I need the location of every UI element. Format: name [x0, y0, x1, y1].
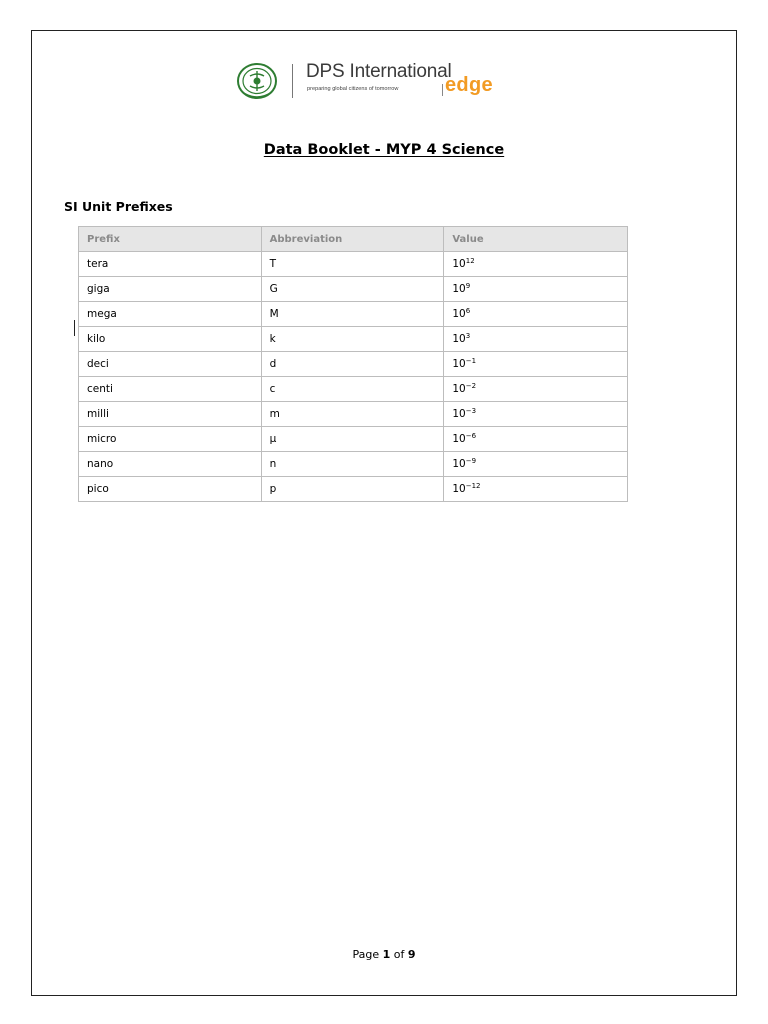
logo-tagline: preparing global citizens of tomorrow — [307, 86, 399, 92]
logo-name: DPS International — [306, 61, 452, 82]
cell-value — [444, 352, 628, 377]
footer-page-current: 1 — [382, 948, 391, 961]
value-exponent: 12 — [465, 257, 475, 265]
document-title: Data Booklet - MYP 4 Science — [263, 142, 505, 158]
cell-abbreviation: n — [261, 452, 444, 477]
cell-abbreviation: M — [261, 302, 444, 327]
table-row — [79, 352, 628, 377]
table-row — [79, 277, 628, 302]
value-base: 10 — [452, 483, 466, 495]
cell-value — [444, 277, 628, 302]
value-base: 10 — [452, 333, 466, 345]
cell-abbreviation: μ — [261, 427, 444, 452]
cell-prefix: mega — [79, 302, 262, 327]
cell-abbreviation: m — [261, 402, 444, 427]
cell-abbreviation: T — [261, 252, 444, 277]
footer-page-word: Page — [352, 948, 380, 961]
cell-value — [444, 327, 628, 352]
logo-tag-bar — [442, 84, 443, 96]
value-exponent: 6 — [465, 307, 471, 315]
value-base: 10 — [452, 258, 466, 270]
header-abbreviation: Abbreviation — [261, 227, 444, 252]
value-exponent: 3 — [465, 332, 471, 340]
value-base: 10 — [452, 358, 466, 370]
value-base: 10 — [452, 308, 466, 320]
cell-abbreviation: c — [261, 377, 444, 402]
value-exponent: −9 — [465, 457, 477, 465]
logo-edge: edge — [445, 74, 493, 96]
school-logo — [236, 60, 496, 102]
cell-prefix: giga — [79, 277, 262, 302]
value-base: 10 — [452, 383, 466, 395]
table-row — [79, 477, 628, 502]
logo-divider — [292, 64, 293, 98]
cell-value — [444, 452, 628, 477]
si-prefix-table — [78, 226, 628, 502]
cell-value — [444, 402, 628, 427]
cell-prefix: micro — [79, 427, 262, 452]
cell-value — [444, 427, 628, 452]
cell-abbreviation: p — [261, 477, 444, 502]
cell-abbreviation: G — [261, 277, 444, 302]
table-row — [79, 402, 628, 427]
page-border — [31, 30, 737, 996]
value-exponent: −1 — [465, 357, 477, 365]
value-exponent: 9 — [465, 282, 471, 290]
text-cursor — [74, 320, 75, 336]
header-value: Value — [444, 227, 628, 252]
cell-prefix: milli — [79, 402, 262, 427]
table-header-row — [79, 227, 628, 252]
table-row — [79, 427, 628, 452]
table-row — [79, 252, 628, 277]
cell-prefix: kilo — [79, 327, 262, 352]
value-exponent: −12 — [465, 482, 481, 490]
cell-prefix: tera — [79, 252, 262, 277]
value-base: 10 — [452, 458, 466, 470]
value-exponent: −3 — [465, 407, 477, 415]
page-number-footer — [0, 948, 768, 961]
value-exponent: −6 — [465, 432, 477, 440]
table-row — [79, 377, 628, 402]
footer-of-word: of — [393, 948, 405, 961]
cell-prefix: pico — [79, 477, 262, 502]
table-row — [79, 452, 628, 477]
cell-value — [444, 477, 628, 502]
cell-prefix: nano — [79, 452, 262, 477]
footer-page-total: 9 — [407, 948, 416, 961]
value-base: 10 — [452, 408, 466, 420]
school-crest-icon — [236, 62, 278, 100]
value-base: 10 — [452, 433, 466, 445]
table-row — [79, 302, 628, 327]
cell-value — [444, 252, 628, 277]
cell-abbreviation: k — [261, 327, 444, 352]
cell-value — [444, 302, 628, 327]
value-base: 10 — [452, 283, 466, 295]
cell-abbreviation: d — [261, 352, 444, 377]
table-row — [79, 327, 628, 352]
section-heading: SI Unit Prefixes — [64, 199, 173, 214]
cell-prefix: deci — [79, 352, 262, 377]
cell-value — [444, 377, 628, 402]
header-prefix: Prefix — [79, 227, 262, 252]
value-exponent: −2 — [465, 382, 477, 390]
cell-prefix: centi — [79, 377, 262, 402]
